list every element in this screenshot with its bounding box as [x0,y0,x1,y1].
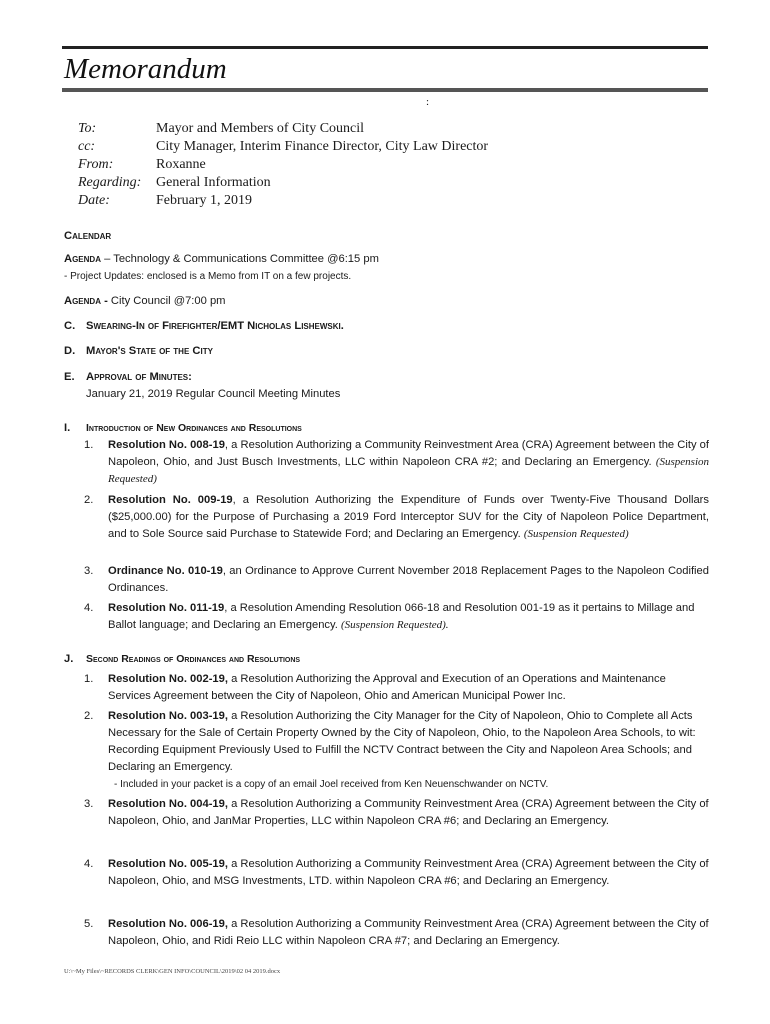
item-text: , an Ordinance to Approve Current November 2018 Replacement Pages to the Napoleon Codified Ordinances. [108,565,709,594]
list-item [84,671,709,705]
top-rule [62,46,708,49]
suspension-note: (Suspension Requested). [341,619,449,631]
section-d-letter: D. [64,345,76,357]
item-number: 3. [84,798,94,810]
item-text: a Resolution Authorizing the City Manager for the City of Napoleon, Ohio to Complete all Acts Necessary for the Sale of Certain Property Owned by the City of Napoleon, Ohio, to the Napoleon Area Schools, to wit: Recording Equipment Previously Used to Fulfill the NCTV Contract between the City and Napoleon Area Schools; and Declaring an Emergency. [108,710,696,773]
to-value: Mayor and Members of City Council [156,121,365,136]
item-title: Resolution No. 011-19 [108,602,225,614]
date-row [78,192,488,210]
item-text: a Resolution Authorizing the Approval and Execution of an Operations and Maintenance Services Agreement between the City of Napoleon, Ohio and American Municipal Power Inc. [108,673,666,702]
item-number: 3. [84,565,94,577]
from-label: From: [78,157,114,172]
item-title: Ordinance No. 010-19 [108,565,223,577]
minutes-item: January 21, 2019 Regular Council Meeting Minutes [86,388,341,400]
item-text: , a Resolution Amending Resolution 066-18 and Resolution 001-19 as it pertains to Millage and Ballot language; and Declaring an Emergency. [108,602,695,631]
agenda-committee [64,251,379,268]
agenda-committee-text: – Technology & Communications Committee @6:15 pm [100,253,379,265]
list-item [84,563,709,597]
item-number: 4. [84,602,94,614]
item-number: 2. [84,710,94,722]
regarding-value: General Information [156,175,271,190]
section-i-letter: I. [64,422,71,434]
section-j-letter: J. [64,653,74,665]
section-j-title: Second Readings of Ordinances and Resolutions [86,653,301,665]
from-value: Roxanne [156,157,206,172]
section-c-letter: C. [64,320,76,332]
item-title: Resolution No. 008-19 [108,439,225,451]
colon-mark: : [426,96,430,108]
item-text: a Resolution Authorizing a Community Reinvestment Area (CRA) Agreement between the City of Napoleon, Ohio, and JanMar Properties, LLC within Napoleon CRA #6; and Declaring an Emergency. [108,798,709,827]
title-rule [62,88,708,92]
section-e-title: Approval of Minutes: [86,371,192,383]
item-text: a Resolution Authorizing a Community Reinvestment Area (CRA) Agreement between the City of Napoleon, Ohio, and Ridi Reio LLC within Napoleon CRA #7; and Declaring an Emergency. [108,918,709,947]
date-label: Date: [78,193,110,208]
item-number: 2. [84,494,94,506]
item-title: Resolution No. 003-19, [108,710,228,722]
list-item [84,492,709,543]
agenda-council-text: City Council @7:00 pm [107,295,226,307]
list-item [84,437,709,488]
agenda-council-lead: Agenda - [64,295,108,307]
calendar-heading: Calendar [64,230,112,242]
suspension-note: (Suspension Requested) [108,456,710,485]
regarding-row [78,174,488,192]
item-text: , a Resolution Authorizing the Expenditure of Funds over Twenty-Five Thousand Dollars ($25,000.00) for the Purpose of Purchasing a 2019 Ford Interceptor SUV for the City of Napoleon Police Department, and to Sole Source said Purchase to Statewide Ford; and Declaring an Emergency. [108,494,709,540]
item-number: 1. [84,673,94,685]
agenda-committee-note: - Project Updates: enclosed is a Memo from IT on a few projects. [64,271,352,282]
to-row [78,120,488,138]
item-number: 4. [84,858,94,870]
item-text: , a Resolution Authorizing a Community Reinvestment Area (CRA) Agreement between the City of Napoleon, Ohio, and Just Busch Investments, LLC within Napoleon CRA #2; and Declaring an Emergency. [108,439,710,468]
item-note: - Included in your packet is a copy of an email Joel received from Ken Neuenschwander on NCTV. [114,779,549,790]
section-e-letter: E. [64,371,75,383]
list-item [84,916,709,950]
item-title: Resolution No. 009-19 [108,494,233,506]
memo-title: Memorandum [64,53,227,85]
list-item [84,796,709,830]
item-title: Resolution No. 006-19, [108,918,228,930]
memo-header [78,120,488,210]
regarding-label: Regarding: [78,175,142,190]
cc-label: cc: [78,139,96,154]
item-title: Resolution No. 004-19, [108,798,228,810]
section-c-title: Swearing-In of Firefighter/EMT Nicholas Lishewski. [86,320,344,332]
cc-row [78,138,488,156]
to-label: To: [78,121,97,136]
section-i-title: Introduction of New Ordinances and Resolutions [86,422,302,434]
section-d-title: Mayor's State of the City [86,345,213,357]
suspension-note: (Suspension Requested) [523,528,629,540]
item-title: Resolution No. 005-19, [108,858,228,870]
item-text: a Resolution Authorizing a Community Reinvestment Area (CRA) Agreement between the City of Napoleon, Ohio, and MSG Investments, LTD. within Napoleon CRA #6; and Declaring an Emergency. [108,858,709,887]
date-value: February 1, 2019 [156,193,253,208]
list-item [84,708,709,793]
cc-value: City Manager, Interim Finance Director, City Law Director [156,139,489,154]
agenda-lead: Agenda [64,253,101,265]
agenda-council [64,293,226,310]
list-item [84,600,709,634]
list-item [84,856,709,890]
item-title: Resolution No. 002-19, [108,673,228,685]
item-number: 1. [84,439,94,451]
file-path-footer: U:\~My Files\~RECORDS CLERK\GEN INFO\COUNCIL\2019\02 04 2019.docx [64,968,281,975]
from-row [78,156,488,174]
item-number: 5. [84,918,94,930]
